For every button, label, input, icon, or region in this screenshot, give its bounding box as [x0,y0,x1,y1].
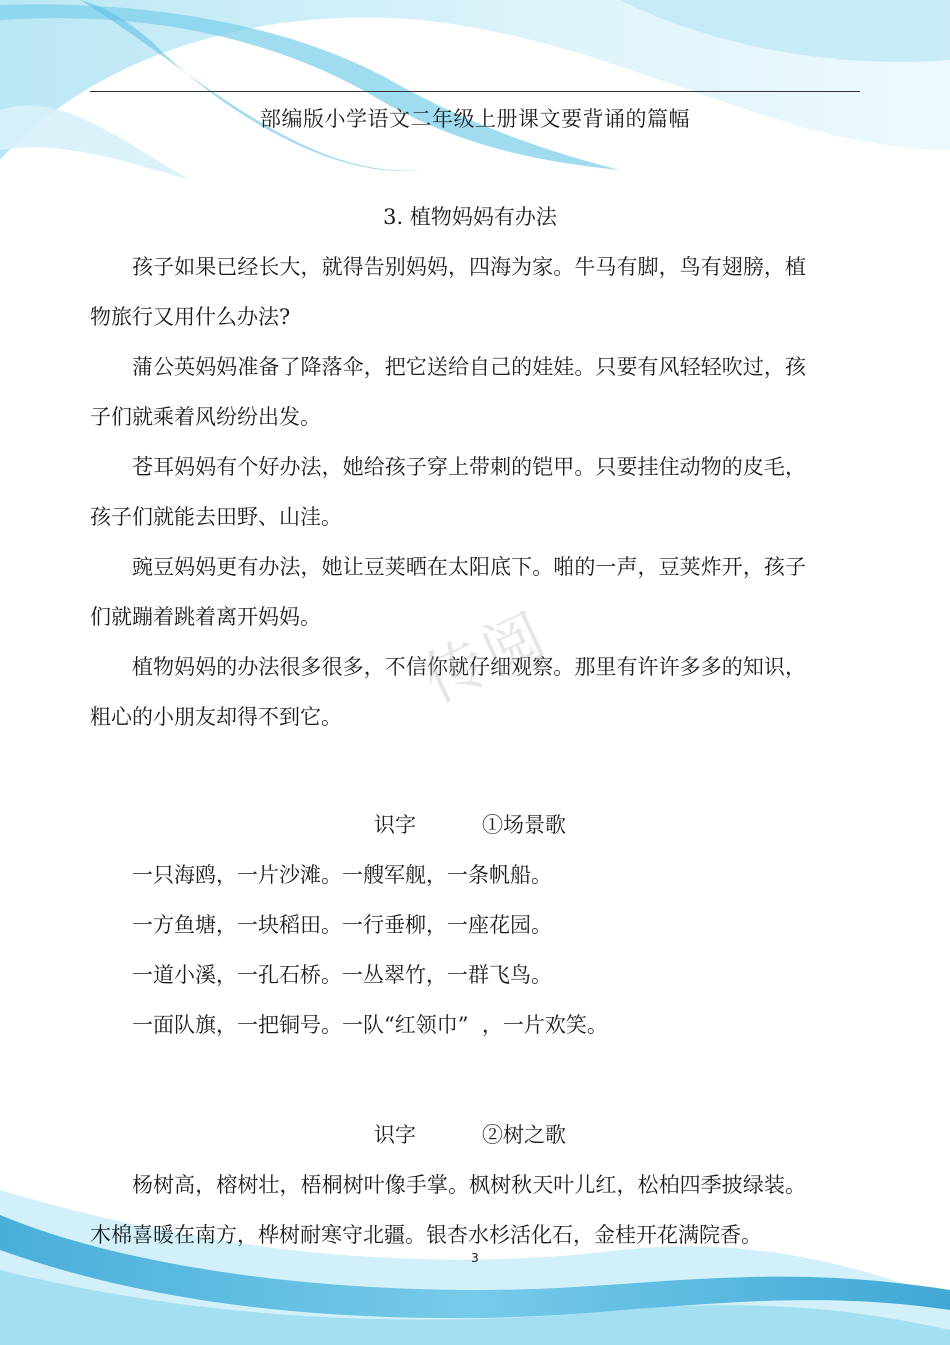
document-body [90,200,806,1260]
section-title-plants: 3. 植物妈妈有办法 [383,205,557,229]
section-label: 识字 [374,1123,416,1147]
section-title-tree-song [90,1118,806,1152]
section-name: ①场景歌 [482,813,566,837]
paragraph: 豌豆妈妈更有办法，她让豆荚晒在太阳底下。啪的一声，豆荚炸开，孩子们就蹦着跳着离开妈妈。 [90,555,806,629]
page-number: 3 [471,1251,479,1265]
section-label: 识字 [374,813,416,837]
header-rule [90,91,860,92]
paragraph: 杨树高，榕树壮，梧桐树叶像手掌。枫树秋天叶儿红，松柏四季披绿装。木棉喜暖在南方，桦树耐寒守北疆。银杏水杉活化石，金桂开花满院香。 [90,1173,806,1247]
paragraph: 苍耳妈妈有个好办法，她给孩子穿上带刺的铠甲。只要挂住动物的皮毛，孩子们就能去田野、山洼。 [90,455,806,529]
poem-line: 一只海鸥，一片沙滩。一艘军舰，一条帆船。 [132,863,552,887]
paragraph: 蒲公英妈妈准备了降落伞，把它送给自己的娃娃。只要有风轻轻吹过，孩子们就乘着风纷纷出发。 [90,355,806,429]
paragraph: 孩子如果已经长大，就得告别妈妈，四海为家。牛马有脚，鸟有翅膀，植物旅行又用什么办法? [90,255,806,329]
section-title-scene-song [90,808,806,842]
poem-line: 一道小溪，一孔石桥。一丛翠竹，一群飞鸟。 [132,963,552,987]
poem-line: 一方鱼塘，一块稻田。一行垂柳，一座花园。 [132,913,552,937]
section-name: ②树之歌 [482,1123,566,1147]
watermark: 传阅 [413,598,559,717]
paragraph: 植物妈妈的办法很多很多，不信你就仔细观察。那里有许许多多的知识，粗心的小朋友却得不到它。 [90,655,806,729]
document-title: 部编版小学语文二年级上册课文要背诵的篇幅 [260,107,690,131]
poem-line: 一面队旗，一把铜号。一队“红领巾” ，一片欢笑。 [132,1013,608,1037]
